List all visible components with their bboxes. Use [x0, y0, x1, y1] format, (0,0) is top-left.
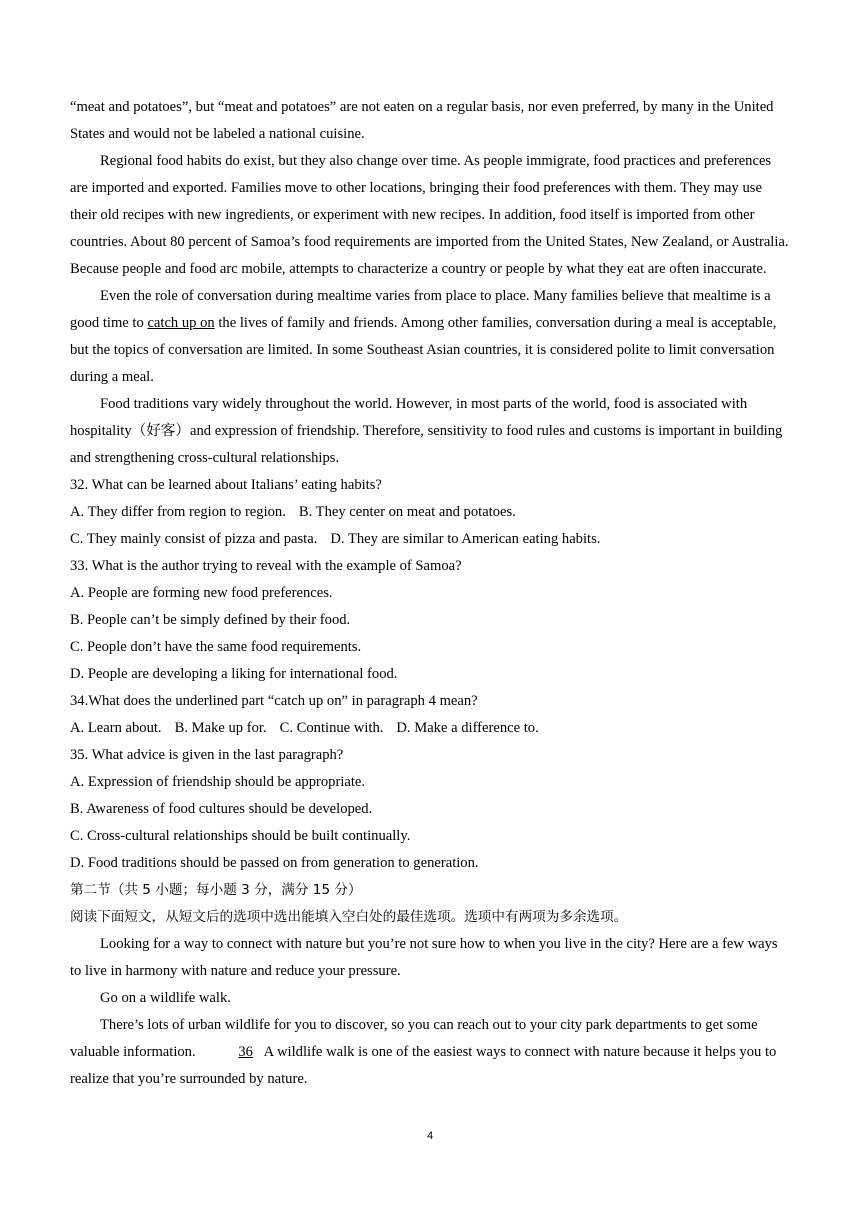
option-b: B. People can’t be simply defined by their food.	[70, 612, 351, 628]
option-a: A. People are forming new food preferences.	[70, 585, 333, 601]
option-d: D. People are developing a liking for international food.	[70, 666, 398, 682]
option-a: A. Expression of friendship should be appropriate.	[70, 774, 366, 790]
option-b: B. Make up for.	[174, 720, 267, 736]
passage-paragraph-intro: Looking for a way to connect with nature but you’re not sure how to when you live in the city? Here are a few ways to live in harmony with nature and reduce your pressure.	[70, 936, 778, 979]
option-a: A. Learn about.	[70, 720, 162, 736]
passage-paragraph-conversation	[70, 283, 790, 391]
question-32-options-row-1	[70, 499, 790, 526]
section-instruction: 阅读下面短文，从短文后的选项中选出能填入空白处的最佳选项。选项中有两项为多余选项。	[70, 909, 628, 925]
option-b: B. They center on meat and potatoes.	[298, 504, 516, 520]
wildlife-text-end: A wildlife walk is one of the easiest ways to connect with nature because it helps you to realize that you’re surrounded by nature.	[70, 1044, 777, 1087]
passage-paragraph-continued: “meat and potatoes”, but “meat and potatoes” are not eaten on a regular basis, nor even preferred, by many in the United States and would not be labeled a national cuisine.	[70, 99, 774, 142]
option-c: C. Cross-cultural relationships should be built continually.	[70, 828, 411, 844]
answer-blank-36: 36	[238, 1044, 253, 1060]
question-35-stem: 35. What advice is given in the last paragraph?	[70, 747, 344, 763]
conversation-text-start: Even the role of conversation during mealtime varies from place to place. Many families believe that mealtime is a good time to	[70, 288, 771, 331]
passage-paragraph-wildlife	[70, 1012, 790, 1093]
passage-paragraph-regional-habits: Regional food habits do exist, but they also change over time. As people immigrate, food practices and preferences are imported and exported. Families move to other locations, bringing their food preferences with them. They may use their old recipes with new ingredients, or experiment with new recipes. In addition, food itself is imported from other countries. About 80 percent of Samoa’s food requirements are imported from the United States, New Zealand, or Australia. Because people and food arc mobile, attempts to characterize a country or people by what they eat are often inaccurate.	[70, 153, 789, 277]
underlined-phrase: catch up on	[147, 315, 215, 331]
option-c: C. People don’t have the same food requirements.	[70, 639, 362, 655]
option-a: A. They differ from region to region.	[70, 504, 286, 520]
question-32-options-row-2	[70, 526, 790, 553]
question-33-stem: 33. What is the author trying to reveal with the example of Samoa?	[70, 558, 462, 574]
option-d: D. Food traditions should be passed on from generation to generation.	[70, 855, 479, 871]
page-number: 4	[426, 1130, 434, 1142]
conversation-text-end: the lives of family and friends. Among other families, conversation during a meal is acceptable, but the topics of conversation are limited. In some Southeast Asian countries, it is considered polite to limit conversation during a meal.	[70, 315, 777, 385]
option-c: C. They mainly consist of pizza and pasta.	[70, 531, 318, 547]
option-b: B. Awareness of food cultures should be developed.	[70, 801, 373, 817]
question-32-stem: 32. What can be learned about Italians’ eating habits?	[70, 477, 382, 493]
option-d: D. They are similar to American eating habits.	[330, 531, 601, 547]
question-34-options-row	[70, 715, 790, 742]
passage-subheading: Go on a wildlife walk.	[100, 990, 231, 1006]
option-c: C. Continue with.	[279, 720, 384, 736]
passage-paragraph-traditions: Food traditions vary widely throughout the world. However, in most parts of the world, food is associated with hospitality（好客）and expression of friendship. Therefore, sensitivity to food rules and customs is important in building and strengthening cross-cultural relationships.	[70, 396, 783, 466]
page-content	[70, 94, 790, 1093]
question-34-stem: 34.What does the underlined part “catch up on” in paragraph 4 mean?	[70, 693, 478, 709]
wildlife-text-start: There’s lots of urban wildlife for you to discover, so you can reach out to your city park departments to get some valuable information.	[70, 1017, 758, 1060]
section-heading: 第二节（共 5 小题；每小题 3 分，满分 15 分）	[70, 882, 362, 898]
option-d: D. Make a difference to.	[396, 720, 539, 736]
